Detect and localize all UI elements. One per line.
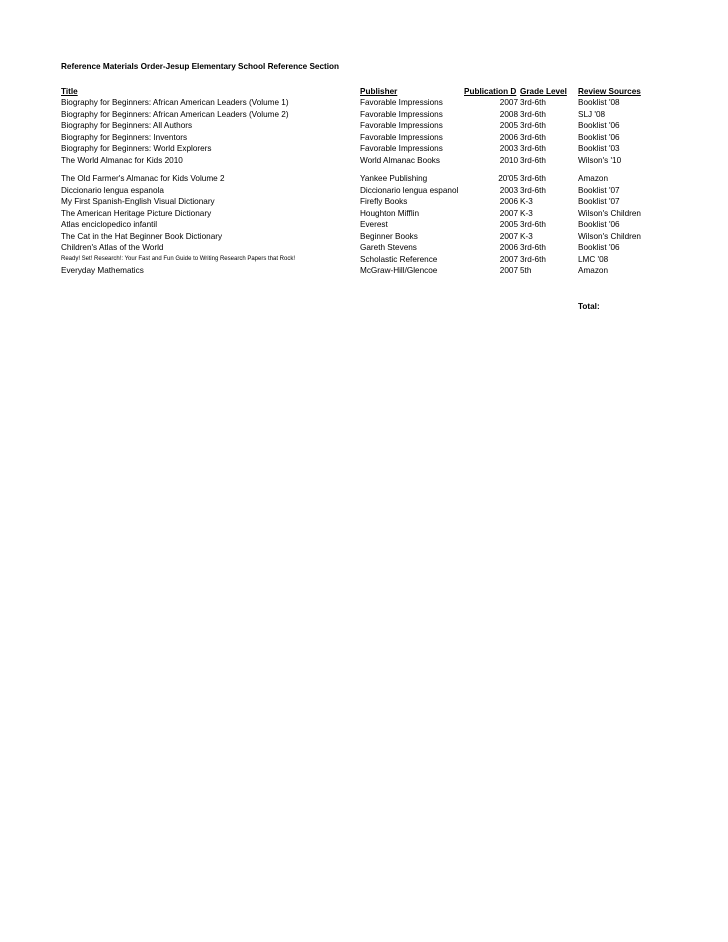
cell-publication-date: 2007: [499, 231, 518, 241]
cell-title: Everyday Mathematics: [61, 266, 144, 275]
cell-publisher: Gareth Stevens: [360, 243, 417, 252]
table-row: [0, 185, 728, 196]
cell-grade-level: 3rd-6th: [520, 185, 546, 195]
cell-review-source: Booklist '03: [578, 144, 620, 153]
cell-publication-date: 2006: [499, 243, 518, 252]
cell-title: The World Almanac for Kids 2010: [61, 155, 183, 165]
cell-review-source: Wilson's '10: [578, 155, 622, 165]
cell-grade-level: 3rd-6th: [520, 155, 546, 165]
header-publication-date: Publication D: [464, 87, 517, 96]
sheet-title: Reference Materials Order-Jesup Elementary School Reference Section: [61, 62, 340, 71]
cell-title: Diccionario lengua espanola: [61, 185, 164, 195]
cell-publisher: Favorable Impressions: [360, 98, 443, 107]
cell-publisher: Diccionario lengua espanol: [360, 185, 459, 195]
header-title: Title: [61, 87, 78, 96]
cell-grade-level: K-3: [520, 208, 533, 218]
cell-publisher: Beginner Books: [360, 231, 418, 241]
cell-grade-level: K-3: [520, 197, 533, 206]
cell-title: My First Spanish-English Visual Dictionary: [61, 197, 215, 206]
cell-review-source: SLJ '08: [578, 109, 606, 119]
table-row: [0, 155, 728, 166]
cell-review-source: Amazon: [578, 266, 609, 275]
cell-publisher: Favorable Impressions: [360, 132, 443, 142]
cell-title: Biography for Beginners: All Authors: [61, 121, 193, 130]
table-row: [0, 173, 728, 184]
cell-review-source: Booklist '06: [578, 243, 620, 252]
cell-title: Biography for Beginners: African American Leaders (Volume 1): [61, 98, 289, 107]
cell-review-source: Wilson's Children: [578, 231, 641, 241]
cell-review-source: Booklist '06: [578, 132, 620, 142]
cell-grade-level: 5th: [520, 266, 532, 275]
header-row: [0, 86, 728, 97]
cell-review-source: Booklist '07: [578, 185, 620, 195]
cell-publisher: World Almanac Books: [360, 155, 440, 165]
cell-grade-level: 3rd-6th: [520, 121, 546, 130]
cell-review-source: LMC '08: [578, 254, 609, 264]
cell-publication-date: 2006: [499, 132, 518, 142]
cell-publication-date: 2010: [499, 155, 518, 165]
header-publisher: Publisher: [360, 87, 398, 96]
cell-review-source: Booklist '06: [578, 220, 620, 229]
cell-grade-level: 3rd-6th: [520, 243, 546, 252]
table-row: [0, 242, 728, 253]
cell-review-source: Booklist '08: [578, 98, 620, 107]
cell-review-source: Wilson's Children: [578, 208, 641, 218]
cell-publisher: Firefly Books: [360, 197, 408, 206]
cell-publication-date: 2007: [499, 266, 518, 275]
cell-title: Children's Atlas of the World: [61, 243, 164, 252]
cell-title: Atlas enciclopedico infantil: [61, 220, 158, 229]
cell-title: Ready! Set! Research!: Your Fast and Fun Guide to Writing Research Papers that Rock!: [61, 255, 296, 262]
table-row: [0, 231, 728, 242]
cell-publication-date: 2007: [499, 98, 518, 107]
cell-publication-date: 20'05: [498, 174, 518, 183]
cell-title: The Cat in the Hat Beginner Book Dictionary: [61, 231, 223, 241]
table-row: [0, 219, 728, 230]
cell-publisher: Favorable Impressions: [360, 109, 443, 119]
cell-publisher: Yankee Publishing: [360, 174, 428, 183]
cell-title: The Old Farmer's Almanac for Kids Volume 2: [61, 174, 225, 183]
table-row: [0, 254, 728, 265]
table-row: [0, 132, 728, 143]
cell-grade-level: 3rd-6th: [520, 109, 546, 119]
header-review-sources: Review Sources: [578, 87, 641, 96]
cell-title: Biography for Beginners: Inventors: [61, 132, 188, 142]
cell-publication-date: 2006: [499, 197, 518, 206]
cell-publisher: Favorable Impressions: [360, 144, 443, 153]
table-row: [0, 208, 728, 219]
cell-publisher: Everest: [360, 220, 388, 229]
total-label: Total:: [578, 302, 600, 311]
cell-publisher: Houghton Mifflin: [360, 208, 420, 218]
table-row: [0, 109, 728, 120]
table-row: [0, 120, 728, 131]
cell-publisher: Favorable Impressions: [360, 121, 443, 130]
cell-review-source: Booklist '06: [578, 121, 620, 130]
cell-grade-level: 3rd-6th: [520, 144, 546, 153]
table-row: [0, 143, 728, 154]
cell-publication-date: 2007: [499, 208, 518, 218]
cell-publication-date: 2005: [499, 121, 518, 130]
table-row: [0, 265, 728, 276]
header-grade-level: Grade Level: [520, 87, 567, 96]
cell-title: The American Heritage Picture Dictionary: [61, 208, 212, 218]
cell-title: Biography for Beginners: World Explorers: [61, 144, 212, 153]
table-row: [0, 196, 728, 207]
cell-publication-date: 2007: [499, 254, 518, 264]
cell-publication-date: 2003: [499, 144, 518, 153]
cell-title: Biography for Beginners: African American Leaders (Volume 2): [61, 109, 289, 119]
cell-grade-level: 3rd-6th: [520, 220, 546, 229]
cell-review-source: Amazon: [578, 174, 609, 183]
cell-publication-date: 2005: [499, 220, 518, 229]
cell-grade-level: 3rd-6th: [520, 254, 546, 264]
cell-publisher: McGraw-Hill/Glencoe: [360, 266, 438, 275]
cell-grade-level: 3rd-6th: [520, 174, 546, 183]
cell-review-source: Booklist '07: [578, 197, 620, 206]
cell-grade-level: 3rd-6th: [520, 98, 546, 107]
cell-publisher: Scholastic Reference: [360, 254, 438, 264]
cell-publication-date: 2003: [499, 185, 518, 195]
table-row: [0, 97, 728, 108]
cell-grade-level: 3rd-6th: [520, 132, 546, 142]
cell-publication-date: 2008: [499, 109, 518, 119]
cell-grade-level: K-3: [520, 231, 533, 241]
